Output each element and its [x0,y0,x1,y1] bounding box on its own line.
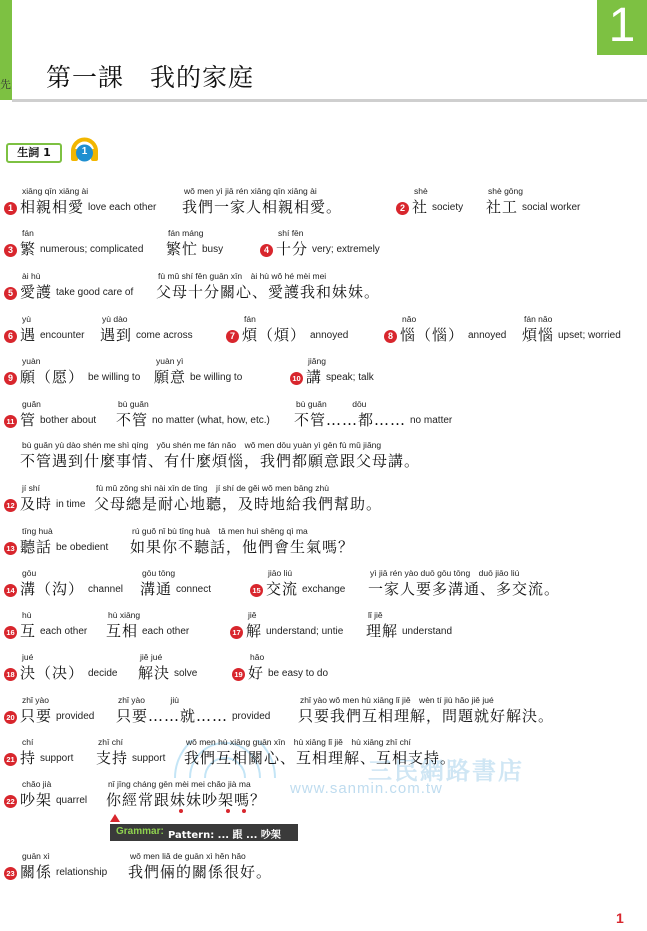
vocab-pinyin: yù [22,314,31,324]
emphasis-dot [226,809,230,813]
vocab-definition: society [432,202,464,213]
vocab-term: 聽話 [20,538,53,556]
vocab-number-badge: 22 [4,795,17,808]
grammar-bar [110,824,298,841]
example-pinyin: yù dào [102,314,128,324]
vocab-pinyin: tīng huà [22,526,53,536]
vocab-number-badge: 17 [230,626,243,639]
vocab-pinyin: chí [22,737,34,747]
vocab-pinyin: gōu [22,568,37,578]
vocab-pinyin: ài hù [22,271,41,281]
example-pinyin: zhǐ yào wǒ men hù xiāng lǐ jiě wèn tí jiù hǎo jiě jué [300,695,494,705]
vocab-definition: be willing to [190,372,243,383]
vocab-term: 社 [412,198,429,216]
vocab-term: 及時 [20,495,53,513]
vocab-pinyin: jiāo liú [268,568,293,578]
vocab-term: 愛護 [20,283,53,301]
vocab-definition: no matter (what, how, etc.) [152,415,270,426]
vocab-compound: 遇到 [100,326,133,344]
example-pinyin: fù mǔ shí fēn guān xīn ài hù wǒ hé mèi mei [158,271,327,281]
vocab-number-badge: 4 [260,244,273,257]
vocab-pinyin: guǎn [22,399,41,409]
vocab-term: 只要 [20,707,53,725]
vocab-definition: be obedient [56,542,109,553]
chapter-number: 1 [608,0,636,52]
example-pinyin: bù guǎn [118,399,149,409]
vocab-pinyin: nǎo [402,314,417,324]
vocab-compound: 社工 [486,198,519,216]
vocab-number-badge: 5 [4,287,17,300]
vocab-definition: channel [88,584,124,595]
vocab-definition: solve [174,668,198,679]
vocab-term: 繁 [20,240,37,258]
vocab-definition: each other [40,626,88,637]
vocab-definition: support [40,753,74,764]
left-tab-char: 先 [0,78,11,91]
vocab-term: 相親相愛 [20,198,85,216]
example-pinyin: fù mǔ zǒng shì nài xīn de tīng jí shí de gěi wǒ men bāng zhù [96,483,329,493]
audio-headphones-icon[interactable] [68,132,101,165]
example-pinyin: bù guǎn yù dào shén me shì qíng yǒu shén me fán nǎo wǒ men dōu yuàn yì gēn fù mǔ jiǎng [22,440,382,450]
audio-track-number: 1 [81,146,88,157]
vocab-number-badge: 15 [250,584,263,597]
emphasis-dot [242,809,246,813]
example-pinyin: zhī chí [98,737,124,747]
vocab-definition: speak; talk [326,372,374,383]
example-pinyin: shè gōng [488,186,523,196]
vocab-pinyin: hù [22,610,32,620]
vocab-pinyin: hǎo [250,652,265,662]
vocab-definition: come across [136,330,193,341]
vocab-compound: 溝通 [140,580,173,598]
vocab-number-badge: 16 [4,626,17,639]
vocab-compound: 煩惱 [522,326,555,344]
vocab-compound: 支持 [96,749,129,767]
vocab-definition: very; extremely [312,244,380,255]
vocab-term: 吵架 [20,791,53,809]
vocab-term: 管 [20,411,37,429]
vocab-number-badge: 9 [4,372,17,385]
vocab-definition: numerous; complicated [40,244,144,255]
vocab-number-badge: 7 [226,330,239,343]
vocab-section-badge [6,143,62,163]
vocab-definition: love each other [88,202,157,213]
vocab-definition: social worker [522,202,581,213]
vocab-definition: understand; untie [266,626,344,637]
vocab-definition: take good care of [56,287,134,298]
grammar-label: Grammar: [116,826,164,837]
example-pinyin: wǒ men hù xiāng guān xīn hù xiāng lǐ jiě hù xiāng zhī chí [186,737,411,747]
vocab-number-badge: 1 [4,202,17,215]
vocab-compound: 繁忙 [166,240,199,258]
vocab-definition: decide [88,668,118,679]
example-pinyin: lǐ jiě [368,610,383,620]
vocab-definition: provided [56,711,95,722]
vocab-pinyin: shí fēn [278,228,304,238]
vocab-term: 互 [20,622,37,640]
example-pinyin: fán nǎo [524,314,553,324]
example-sentence: 父母十分關心、愛護我和妹妹。 [156,283,381,301]
example-sentence: 你經常跟妹妹吵架嗎？ [106,791,267,809]
vocab-definition: understand [402,626,453,637]
example-pinyin: zhǐ yào jiù [118,695,179,705]
vocab-definition: be willing to [88,372,141,383]
vocab-term: 交流 [266,580,299,598]
vocab-compound: 不管 [116,411,149,429]
vocab-section-label: 生詞 1 [17,146,51,159]
grammar-pattern: Pattern: ... 跟 ... 吵架 [168,830,281,841]
vocab-definition: be easy to do [268,668,329,679]
vocab-term: 遇 [20,326,37,344]
vocab-term: 十分 [276,240,309,258]
example-pinyin: fán máng [168,228,204,238]
example-pinyin: wǒ men yì jiā rén xiāng qīn xiāng ài [184,186,317,196]
vocab-pinyin: guān xì [22,851,50,861]
vocab-definition: relationship [56,867,108,878]
vocab-pinyin: jí shí [22,483,40,493]
example-sentence: 我們倆的關係很好。 [128,863,273,881]
vocab-pinyin: jué [22,652,34,662]
vocab-number-badge: 8 [384,330,397,343]
vocab-number-badge: 3 [4,244,17,257]
example-sentence: 父母總是耐心地聽，及時地給我們幫助。 [94,495,383,513]
header-rule [12,99,647,102]
page-title: 第一課 我的家庭 [46,63,255,92]
vocab-definition: encounter [40,330,85,341]
vocab-definition: support [132,753,166,764]
vocab-compound: 理解 [366,622,399,640]
vocab-definition: no matter [410,415,453,426]
vocab-pinyin: jiǎng [308,356,326,366]
vocab-compound: 互相 [106,622,139,640]
example-sentence: 一家人要多溝通、多交流。 [368,580,561,598]
example-sentence: 不管遇到什麼事情、有什麼煩惱，我們都願意跟父母講。 [20,452,421,470]
vocab-definition: connect [176,584,212,595]
vocab-term: 好 [248,664,265,682]
vocab-number-badge: 21 [4,753,17,766]
vocab-number-badge: 19 [232,668,245,681]
example-pinyin: jiě jué [140,652,163,662]
vocab-pinyin: chǎo jià [22,779,52,789]
vocab-term: 決（决） [20,664,85,682]
example-sentence: 如果你不聽話，他們會生氣嗎？ [130,538,355,556]
example-sentence: 我們互相關心、互相理解、互相支持。 [184,749,457,767]
vocab-number-badge: 10 [290,372,303,385]
vocab-pinyin: fán [22,228,34,238]
vocab-term: 持 [20,749,37,767]
vocab-term: 解 [246,622,263,640]
vocab-pinyin: shè [414,186,428,196]
vocab-definition: annoyed [310,330,349,341]
vocab-number-badge: 23 [4,867,17,880]
vocab-term: 煩（煩） [242,326,307,344]
vocab-definition: each other [142,626,190,637]
example-pinyin: gōu tōng [142,568,176,578]
example-pinyin: yì jiā rén yào duō gōu tōng duō jiāo liú [370,568,520,578]
vocab-number-badge: 14 [4,584,17,597]
example-pinyin: rú guǒ nǐ bù tīng huà tā men huì shēng qì ma [132,526,308,536]
example-sentence: 我們一家人相親相愛。 [182,198,343,216]
vocab-number-badge: 6 [4,330,17,343]
vocab-pinyin: xiāng qīn xiāng ài [22,186,89,196]
example-pinyin: bù guǎn dōu [296,399,367,409]
vocab-definition: quarrel [56,795,88,806]
vocab-pinyin: jiě [248,610,257,620]
example-pinyin: hù xiāng [108,610,141,620]
vocab-definition: busy [202,244,224,255]
vocab-compound: 只要……就…… [116,707,229,725]
example-pinyin: nǐ jīng cháng gēn mèi mei chǎo jià ma [108,779,251,789]
vocab-term: 關係 [20,863,53,881]
vocab-pinyin: yuàn [22,356,41,366]
vocab-compound: 不管……都…… [294,411,407,429]
vocab-definition: upset; worried [558,330,621,341]
vocab-number-badge: 12 [4,499,17,512]
vocab-definition: bother about [40,415,97,426]
watermark-url: www.sanmin.com.tw [290,780,443,797]
vocab-definition: in time [56,499,86,510]
vocab-definition: exchange [302,584,346,595]
example-sentence: 只要我們互相理解，問題就好解決。 [298,707,555,725]
vocab-number-badge: 11 [4,415,17,428]
vocab-term: 溝（沟） [20,580,85,598]
grammar-marker-arrow [110,814,120,822]
vocab-pinyin: zhǐ yào [22,695,49,705]
vocab-number-badge: 18 [4,668,17,681]
vocab-term: 惱（惱） [400,326,465,344]
vocab-compound: 解決 [138,664,171,682]
vocab-definition: provided [232,711,271,722]
vocab-compound: 願意 [154,368,187,386]
vocab-pinyin: fán [244,314,256,324]
vocab-term: 講 [306,368,323,386]
emphasis-dot [179,809,183,813]
example-pinyin: yuàn yì [156,356,184,366]
vocab-number-badge: 2 [396,202,409,215]
example-pinyin: wǒ men liǎ de guān xì hěn hǎo [130,851,246,861]
watermark-name: 三民網路書店 [368,757,524,785]
vocab-number-badge: 13 [4,542,17,555]
vocab-number-badge: 20 [4,711,17,724]
page-number: 1 [616,910,624,926]
vocab-definition: annoyed [468,330,507,341]
vocab-term: 願（愿） [20,368,85,386]
